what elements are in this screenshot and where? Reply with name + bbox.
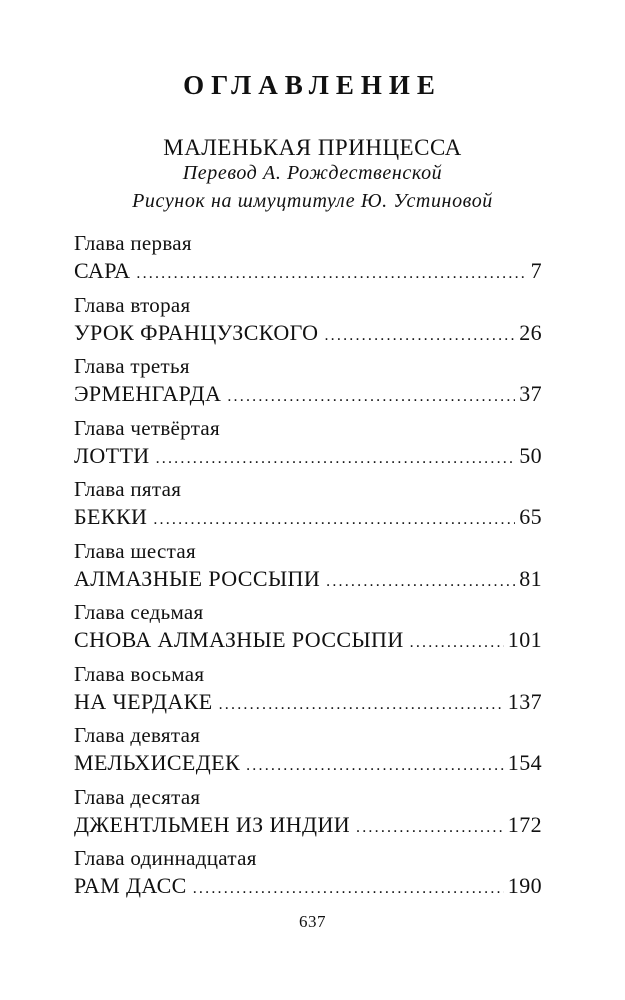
book-title: МАЛЕНЬКАЯ ПРИНЦЕССА xyxy=(163,135,462,160)
chapter-line xyxy=(74,872,542,903)
toc-entry xyxy=(74,353,542,415)
chapter-line xyxy=(74,749,542,780)
toc-entry xyxy=(74,845,542,907)
chapter-label: Глава десятая xyxy=(74,784,201,809)
chapter-page-number: 172 xyxy=(507,811,542,837)
chapter-title: МЕЛЬХИСЕДЕК xyxy=(74,750,241,775)
dot-leader xyxy=(227,383,515,411)
chapter-title: БЕККИ xyxy=(74,504,148,529)
chapter-line xyxy=(74,565,542,596)
chapter-label: Глава вторая xyxy=(74,292,191,317)
dot-leader xyxy=(410,629,504,657)
toc-entry xyxy=(74,784,542,846)
chapter-title: АЛМАЗНЫЕ РОССЫПИ xyxy=(74,565,321,591)
dot-leader xyxy=(156,445,516,473)
chapter-label: Глава пятая xyxy=(74,477,182,501)
toc-entry xyxy=(74,661,542,723)
page-heading: ОГЛАВЛЕНИЕ xyxy=(183,70,442,100)
chapter-page-number: 26 xyxy=(519,319,542,345)
dot-leader xyxy=(324,322,515,350)
toc-entry xyxy=(74,476,542,538)
page-number: 637 xyxy=(299,912,326,931)
chapter-label: Глава шестая xyxy=(74,538,196,563)
chapter-title: ДЖЕНТЛЬМЕН ИЗ ИНДИИ xyxy=(74,811,351,837)
chapter-label: Глава седьмая xyxy=(74,600,204,624)
table-of-contents xyxy=(74,230,542,907)
chapter-page-number: 190 xyxy=(507,873,542,898)
illustration-credit: Рисунок на шмуцтитуле Ю. Устиновой xyxy=(132,190,493,212)
chapter-page-number: 101 xyxy=(507,627,542,652)
chapter-line xyxy=(74,503,542,534)
dot-leader xyxy=(219,691,504,719)
toc-entry xyxy=(74,599,542,661)
chapter-title: УРОК ФРАНЦУЗСКОГО xyxy=(74,319,319,345)
chapter-line xyxy=(74,319,542,350)
chapter-page-number: 137 xyxy=(507,688,542,714)
chapter-title: САРА xyxy=(74,258,131,283)
chapter-title: ЭРМЕНГАРДА xyxy=(74,381,222,406)
chapter-page-number: 37 xyxy=(519,381,542,406)
toc-entry xyxy=(74,722,542,784)
translator-credit: Перевод А. Рождественской xyxy=(182,162,443,184)
chapter-line xyxy=(74,442,542,473)
chapter-label: Глава первая xyxy=(74,231,192,255)
chapter-label: Глава девятая xyxy=(74,723,201,747)
chapter-label: Глава одиннадцатая xyxy=(74,846,257,870)
chapter-label: Глава третья xyxy=(74,354,190,378)
toc-entry xyxy=(74,230,542,292)
chapter-page-number: 50 xyxy=(519,442,542,468)
chapter-page-number: 65 xyxy=(519,504,542,529)
chapter-title: СНОВА АЛМАЗНЫЕ РОССЫПИ xyxy=(74,627,404,652)
chapter-page-number: 154 xyxy=(507,750,542,775)
toc-entry xyxy=(74,415,542,477)
chapter-line xyxy=(74,626,542,657)
dot-leader xyxy=(136,260,526,288)
toc-entry xyxy=(74,538,542,600)
chapter-title: РАМ ДАСС xyxy=(74,873,187,898)
chapter-title: НА ЧЕРДАКЕ xyxy=(74,688,213,714)
dot-leader xyxy=(153,506,515,534)
chapter-label: Глава четвёртая xyxy=(74,415,221,440)
dot-leader xyxy=(326,568,515,596)
chapter-line xyxy=(74,257,542,288)
dot-leader xyxy=(246,752,504,780)
toc-entry xyxy=(74,292,542,354)
chapter-line xyxy=(74,688,542,719)
chapter-line xyxy=(74,380,542,411)
dot-leader xyxy=(356,814,504,842)
dot-leader xyxy=(193,875,504,903)
chapter-line xyxy=(74,811,542,842)
chapter-page-number: 81 xyxy=(519,565,542,591)
chapter-label: Глава восьмая xyxy=(74,661,205,686)
chapter-page-number: 7 xyxy=(530,258,542,283)
chapter-title: ЛОТТИ xyxy=(74,442,150,468)
